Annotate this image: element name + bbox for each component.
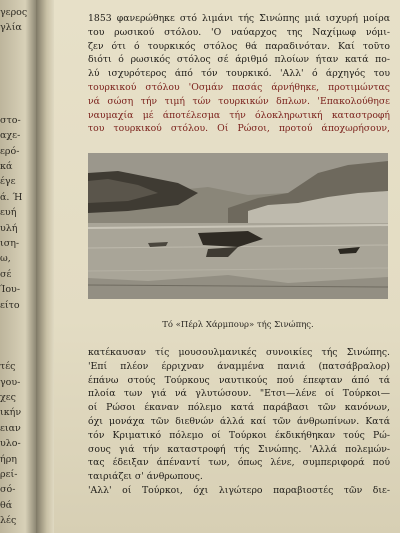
text-line: 'Αλλ' οί Τούρκοι, όχι λιγώτερο παραβιοστές τῶν διε- [88, 484, 390, 496]
text-line: του τουρκικού στόλου. Οί Ρώσοι, προτού άποχωρήσουν, [88, 123, 390, 135]
text-line: νά σώση τήν τιμή τών τουρκικών δπλων. 'Επακολούθησε [88, 95, 390, 107]
book-gutter [36, 0, 54, 533]
left-page-fragment: θά [0, 499, 13, 511]
text-line: διότι ό ρωσικός στόλος σέ άριθμό πλοίων ήταν κατά πο- [88, 54, 390, 66]
text-line: τόν Κριματικό πόλεμο οί Τούρκοι έκδικήθηκαν τούς Ρώ- [88, 429, 390, 441]
text-line: κατέκαυσαν τίς μουσουλμανικές συνοικίες τής Σινώπης. [88, 347, 390, 358]
left-page-fragment: υλο- [0, 438, 21, 450]
text-line: ζεν ότι ό τουρκικός στόλος θά παραδινόταν. Καί τοῦτο [88, 40, 390, 52]
left-page-fragment: γλία [0, 22, 22, 34]
text-line: όχι μονάχα τῶν διεθνών άλλά καί τῶν άνθρωπίνων. Κατά [88, 415, 390, 427]
left-page-fragment: ω, [0, 253, 11, 265]
left-page-fragment: γερος [0, 7, 28, 18]
left-page-fragment: σό- [0, 484, 16, 496]
text-line: 1853 φανερώθηκε στό λιμάνι τής Σινώπης μιά ισχυρή μοίρα [88, 13, 390, 24]
text-line: 'Επί πλέον έρριχναν άναμμένα πανιά (πατσάβραλορ) [88, 360, 390, 372]
book-page [54, 0, 400, 533]
harbor-photograph [88, 153, 388, 299]
text-line: οί Ρώσοι έκαναν πόλεμο κατά παράβασι τῶν κανόνων, [88, 402, 390, 414]
bottom-paragraph [88, 346, 390, 498]
left-page-fragment: λές [0, 515, 17, 527]
left-page-fragment: γου- [0, 376, 21, 388]
left-page-fragment: υλή [0, 222, 18, 234]
left-page-fragment: στο- [0, 114, 21, 126]
text-line: λύ ισχυρότερος άπό τόν τουρκικό. 'Αλλ' ό άρχηγός του [88, 68, 390, 80]
left-page-fragment: κά [0, 161, 13, 172]
left-page-fragment: σέ [0, 268, 12, 280]
left-page-fragment: τές [0, 361, 16, 373]
text-line: έπάνω στούς Τούρκους ναυτικούς πού έπεφταν άπό τά [88, 374, 390, 386]
left-page-fragment: ρεί- [0, 469, 18, 480]
left-page-fragment: ειαν [0, 422, 21, 434]
left-page-fragment: ήρη [0, 453, 17, 465]
left-page-fragment: ιση- [0, 238, 20, 249]
left-page-fragment: ευή [0, 207, 17, 219]
text-line: ταιριάζει σ' άνθρωπους. [88, 471, 203, 483]
left-page-fragment: ά. Ή [0, 191, 23, 203]
text-line: τας έδειξαν άπέναντί των, όπως λένε, συμπεριφορά πού [88, 457, 390, 469]
text-line: ναυμαχία μέ άποτέλεσμα τήν όλοκληρωτική καταστροφή [88, 109, 390, 121]
left-page-fragment: χες [0, 392, 16, 403]
text-line: τουρκικού στόλου 'Οσμάν πασάς άρνήθηκε, προτιμώντας [88, 81, 390, 93]
text-line: του ρωσικού στόλου. 'Ο ναύαρχος της Ναχίμωφ νόμι- [88, 26, 390, 38]
left-page-fragment: Ίου- [0, 284, 21, 296]
top-paragraph [88, 12, 390, 136]
left-page-fragment: ερό- [0, 145, 20, 157]
left-page-fragment: είτο [0, 299, 20, 311]
photo-caption: Τό «Πέρλ Χάρμπουρ» τής Σινώπης. [162, 320, 314, 330]
text-line: σους γιά τήν καταστροφή τής Σινώπης. 'Αλλά πολεμών- [88, 443, 390, 455]
left-page-fragment: έγε [0, 176, 16, 188]
left-page-fragment: αχε- [0, 130, 21, 142]
text-line: πλοία των γιά νά γλυτώσουν. "Ετσι—λένε οί Τούρκοι— [88, 388, 390, 400]
left-page-edge [0, 0, 36, 533]
left-page-fragment: ικήν [0, 407, 22, 419]
